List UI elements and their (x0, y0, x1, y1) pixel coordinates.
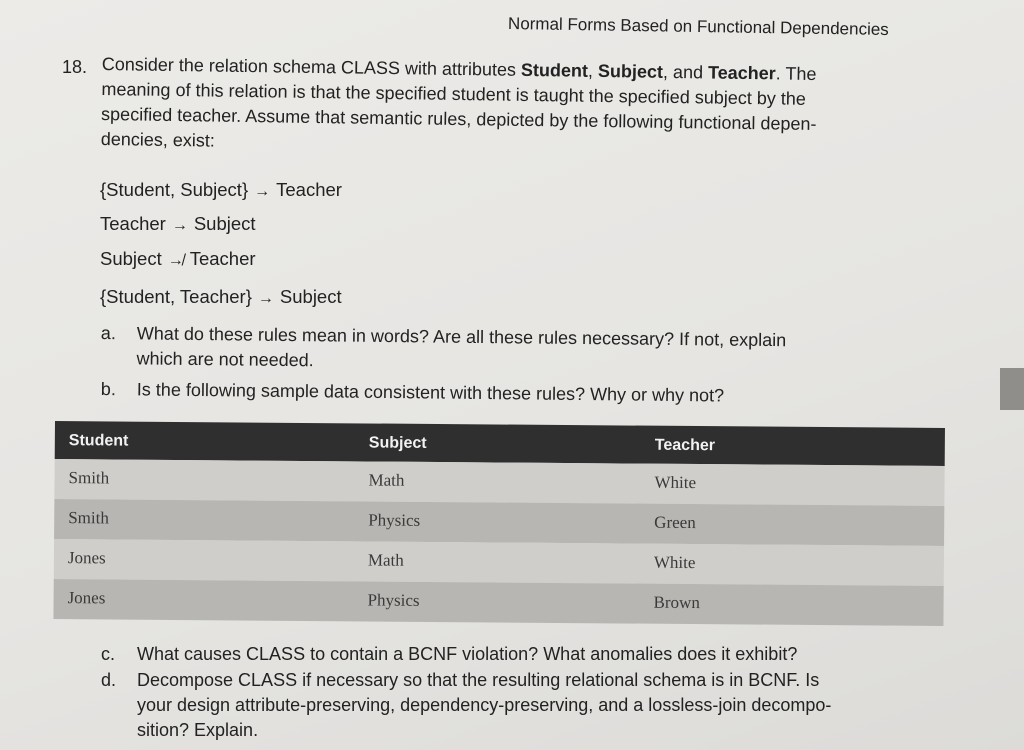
dependency-4 (100, 286, 342, 308)
dependency-2 (100, 213, 256, 235)
dependency-lhs: {Student, Teacher} (100, 286, 252, 307)
question-line-1-part: . The (775, 63, 817, 84)
cell-student: Smith (68, 468, 110, 488)
cell-student: Jones (67, 588, 106, 608)
question-line-1-part: , (587, 60, 599, 81)
cell-subject: Math (367, 550, 404, 570)
part-b-text: Is the following sample data consistent with these rules? Why or why not? (136, 379, 725, 406)
arrow-icon: → (171, 217, 188, 234)
attribute-subject: Subject (597, 60, 664, 82)
table-row (53, 579, 943, 626)
question-line-3: specified teacher. Assume that semantic rules, depicted by the following functional depen- (100, 103, 817, 134)
column-header-student: Student (68, 432, 129, 450)
question-line-1-part: , and (662, 61, 709, 83)
cell-subject: Physics (367, 590, 420, 610)
question-text (101, 52, 942, 164)
table-row (54, 499, 944, 546)
page-edge-tab (1000, 368, 1024, 410)
dependency-1 (100, 179, 342, 201)
attribute-teacher: Teacher (707, 62, 776, 84)
question-line-2: meaning of this relation is that the specified student is taught the specified subject by the (101, 78, 806, 109)
part-a-line-2: which are not needed. (136, 348, 314, 371)
cell-student: Jones (67, 548, 106, 568)
part-b (101, 377, 931, 412)
part-d (101, 668, 961, 746)
dependency-lhs: Teacher (100, 213, 166, 234)
dependency-3 (100, 248, 256, 270)
arrow-icon: → (257, 290, 274, 307)
dependency-lhs: Subject (100, 248, 162, 269)
part-d-line-2: your design attribute-preserving, dependency-preserving, and a lossless-join decompo- (137, 695, 832, 715)
dependency-rhs: Subject (279, 286, 342, 307)
part-c-letter: c. (101, 644, 116, 664)
part-c (101, 642, 941, 668)
part-c-text: What causes CLASS to contain a BCNF violation? What anomalies does it exhibit? (137, 644, 798, 664)
cell-subject: Math (368, 470, 405, 490)
part-d-line-1: Decompose CLASS if necessary so that the resulting relational schema is in BCNF. Is (137, 670, 820, 690)
part-a (100, 321, 930, 382)
sample-data-table (53, 421, 945, 626)
dependency-rhs: Subject (193, 213, 256, 234)
cell-teacher: White (653, 552, 696, 573)
part-d-letter: d. (101, 670, 117, 690)
cell-teacher: Green (654, 512, 696, 533)
part-d-text (137, 668, 831, 743)
cell-teacher: White (654, 472, 697, 493)
table-row (54, 459, 944, 506)
question-line-1-part: Consider the relation schema CLASS with attributes (101, 53, 522, 80)
page-header: Normal Forms Based on Functional Dependencies (507, 14, 889, 39)
part-a-letter: a. (100, 322, 116, 344)
column-header-subject: Subject (368, 434, 427, 452)
column-header-teacher: Teacher (654, 436, 716, 455)
question-number: 18. (62, 57, 88, 77)
dependency-rhs: Teacher (276, 179, 342, 200)
arrow-icon: → (254, 183, 271, 200)
not-arrow-icon: ↛ (167, 252, 184, 269)
cell-student: Smith (68, 508, 109, 528)
question-line-4: dencies, exist: (100, 128, 215, 151)
part-a-text (136, 321, 786, 378)
dependency-rhs: Teacher (189, 248, 256, 269)
part-b-letter: b. (100, 378, 116, 400)
attribute-student: Student (520, 59, 589, 81)
table-row (54, 539, 944, 586)
cell-subject: Physics (368, 510, 421, 530)
part-a-line-1: What do these rules mean in words? Are all these rules necessary? If not, explain (136, 323, 787, 351)
part-d-line-3: sition? Explain. (137, 720, 259, 740)
dependency-lhs: {Student, Subject} (100, 179, 249, 200)
cell-teacher: Brown (653, 592, 700, 613)
